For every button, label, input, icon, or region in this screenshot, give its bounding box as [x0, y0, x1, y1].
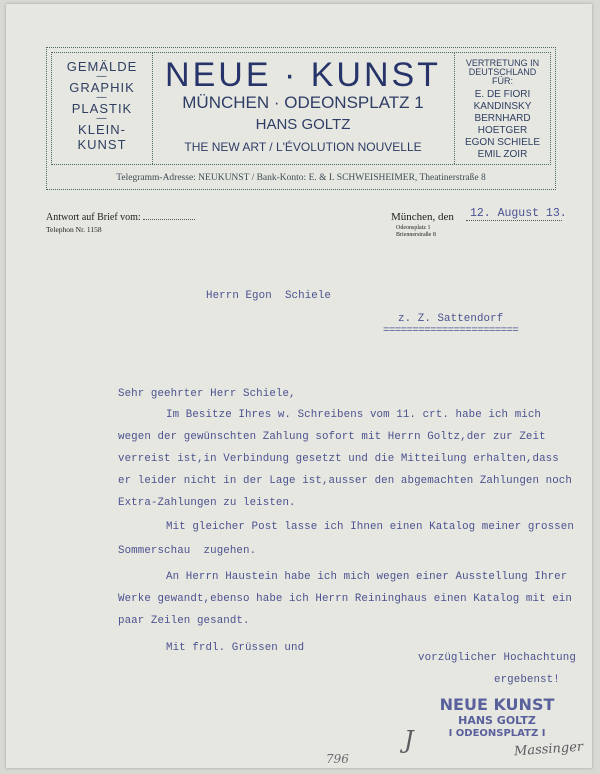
place-label: München, den: [391, 211, 454, 223]
representation-heading: DEUTSCHLAND: [468, 67, 537, 77]
letterhead-representation: [454, 53, 550, 164]
signature-mark: J: [404, 726, 414, 754]
body-line: Mit gleicher Post lasse ich Ihnen einen Katalog meiner grossen: [166, 521, 574, 533]
artist-name: HOETGER: [477, 125, 528, 136]
artist-name: EMIL ZOIR: [477, 149, 528, 160]
divider-dash: —: [96, 113, 108, 124]
brand-title: NEUE · KUNST: [165, 56, 441, 94]
archive-number: 796: [326, 752, 349, 766]
closing-line: ergebenst!: [494, 674, 560, 686]
body-line: Werke gewandt,ebenso habe ich Herrn Reininghaus einen Katalog mit ein: [118, 593, 572, 605]
letterhead: [46, 47, 556, 190]
artist-name: E. DE FIORI: [474, 89, 531, 100]
category-word: GRAPHIK: [69, 80, 135, 95]
letterhead-footer: Telegramm-Adresse: NEUKUNST / Bank-Konto: E. & I. SCHWEISHEIMER, Theatinerstraße 8: [116, 173, 486, 183]
letterhead-inner-frame: [51, 52, 551, 165]
reply-reference: [46, 212, 195, 223]
divider-dash: —: [96, 92, 108, 103]
artist-name: KANDINSKY: [473, 101, 532, 112]
closing-line: vorzüglicher Hochachtung: [418, 652, 576, 664]
letter-sheet: [6, 4, 592, 768]
location-underline: =======================: [383, 325, 519, 337]
salutation: Sehr geehrter Herr Schiele,: [118, 388, 296, 400]
body-line: Extra-Zahlungen zu leisten.: [118, 497, 296, 509]
body-line: Mit frdl. Grüssen und: [166, 642, 305, 654]
recipient-name: Herrn Egon Schiele: [206, 290, 332, 302]
company-stamp-title: NEUE KUNST: [439, 695, 555, 714]
body-line: Sommerschau zugehen.: [118, 545, 257, 557]
body-line: Im Besitze Ihres w. Schreibens vom 11. crt. habe ich mich: [166, 409, 542, 421]
body-line: er leider nicht in der Lage ist,ausser den abgemachten Zahlungen noch: [118, 475, 572, 487]
letter-date: 12. August 13.: [470, 207, 567, 220]
artist-name: EGON SCHIELE: [464, 137, 541, 148]
body-line: verreist ist,in Verbindung gesetzt und die Mitteilung erhalten,dass: [118, 453, 559, 465]
brand-address: MÜNCHEN · ODEONSPLATZ 1: [182, 93, 424, 112]
signature-name: Massinger: [513, 739, 584, 760]
body-line: wegen der gewünschten Zahlung sofort mit Herrn Goltz,der zur Zeit: [118, 431, 546, 443]
divider-dash: —: [96, 71, 108, 82]
representation-heading: FÜR:: [492, 76, 513, 86]
reply-blank-line: [143, 219, 195, 220]
letterhead-categories: [52, 53, 153, 164]
category-word: KUNST: [77, 137, 127, 152]
phone-number: Telephon Nr. 1158: [46, 225, 102, 234]
reply-label: Antwort auf Brief vom:: [46, 212, 141, 223]
brand-owner: HANS GOLTZ: [255, 116, 351, 133]
recipient-location: z. Z. Sattendorf: [398, 313, 504, 325]
letterhead-center: [153, 53, 453, 164]
category-word: PLASTIK: [71, 101, 133, 116]
artist-name: BERNHARD: [474, 113, 531, 124]
address-line: Briennerstraße 8: [396, 232, 436, 238]
brand-tagline: THE NEW ART / L'ÉVOLUTION NOUVELLE: [184, 140, 422, 154]
company-stamp-address: I ODEONSPLATZ I: [448, 728, 546, 739]
body-line: paar Zeilen gesandt.: [118, 615, 250, 627]
body-line: An Herrn Haustein habe ich mich wegen einer Ausstellung Ihrer: [166, 571, 568, 583]
representation-heading: VERTRETUNG IN: [465, 58, 540, 68]
category-word: GEMÄLDE: [66, 59, 138, 74]
category-word: KLEIN-: [78, 122, 126, 137]
address-line: Odeonsplatz 1: [396, 225, 431, 231]
company-stamp-owner: HANS GOLTZ: [458, 714, 536, 727]
date-blank-line: [466, 220, 562, 221]
